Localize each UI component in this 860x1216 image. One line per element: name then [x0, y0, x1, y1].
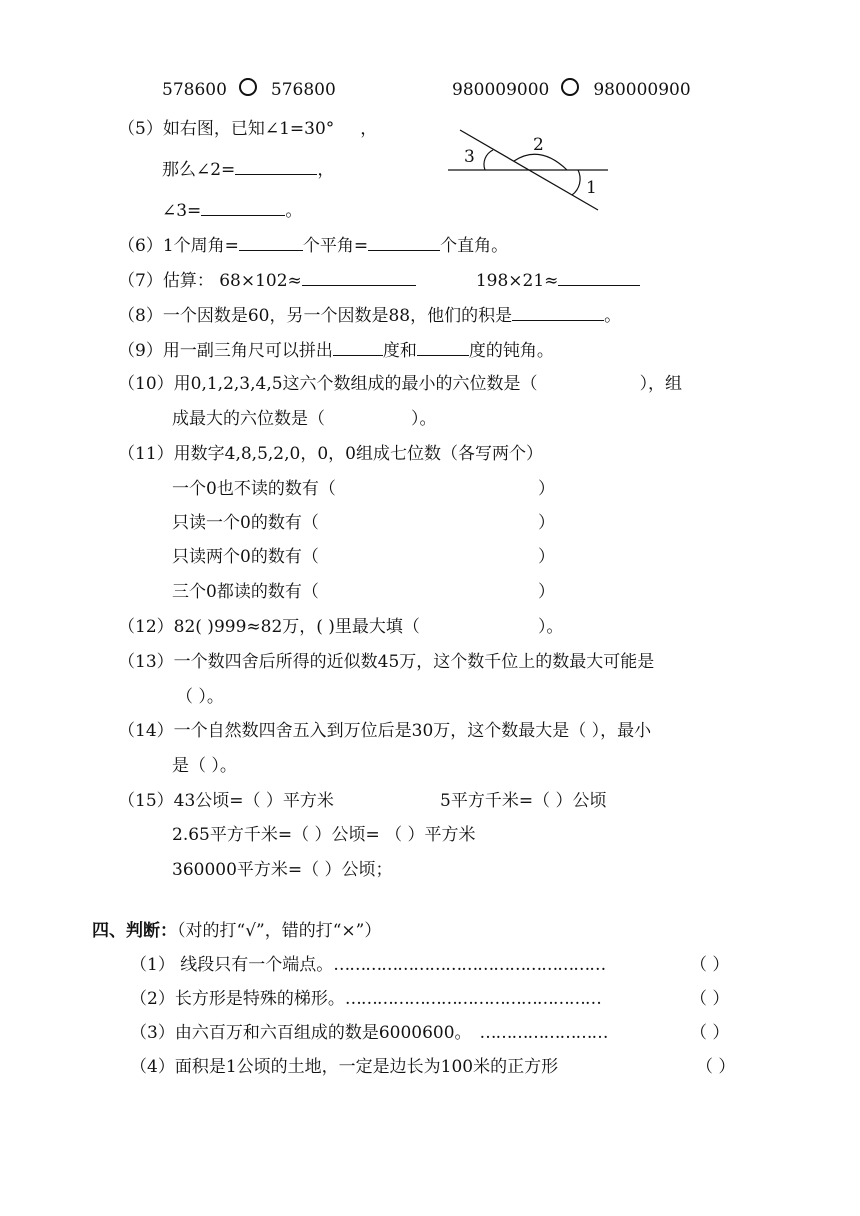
angle-diagram: [440, 120, 620, 220]
q15-item-1: 43公顷=（ ）平方米: [173, 791, 334, 811]
q7-blank-2[interactable]: [558, 269, 640, 286]
q11-text: 用数字4,8,5,2,0，0，0组成七位数（各写两个）: [173, 444, 543, 464]
q5-angle2-blank[interactable]: [235, 158, 317, 175]
q11-title: [118, 443, 543, 465]
compare-left-a: 578600: [162, 80, 227, 100]
q11-row: [172, 478, 555, 500]
q11-row-label: 只读两个0的数有（: [172, 547, 319, 567]
q5-angle3-period: 。: [285, 201, 303, 221]
q8-text: 一个因数是60，另一个因数是88，他们的积是: [162, 306, 513, 326]
q9: [118, 339, 554, 362]
q9-text-a: 用一副三角尺可以拼出: [162, 341, 333, 361]
angle-1-label: 1: [586, 178, 597, 198]
q15-line1: [118, 790, 607, 812]
q5-angle3-label: ∠3=: [162, 201, 202, 221]
q15-number: （15）: [118, 791, 174, 811]
q10-number: （10）: [118, 374, 174, 394]
q6-text-b: 个平角=: [302, 236, 369, 256]
q5-angle2-label: 那么∠2=: [162, 160, 236, 180]
q14-line2: [172, 755, 237, 777]
section-4-title: 四、判断：: [92, 921, 177, 941]
compare-left-b: 576800: [270, 80, 336, 100]
q10-text-c: 成最大的六位数是（: [172, 409, 325, 429]
judge-item: [130, 1056, 736, 1078]
angle-1-arc: [572, 170, 580, 195]
judge-item-number: （1）: [130, 955, 175, 975]
q14-number: （14）: [118, 721, 174, 741]
judge-item-number: （2）: [130, 989, 175, 1009]
q11-row-label: 一个0也不读的数有（: [172, 479, 336, 499]
q7: [118, 269, 640, 292]
q11-row-close: ）: [538, 513, 555, 533]
q14-text: 一个自然数四舍五入到万位后是30万，这个数最大是（ ），最小: [173, 721, 652, 741]
q7-number: （7）: [118, 271, 163, 291]
q11-number: （11）: [118, 444, 174, 464]
compare-row-right: [452, 78, 691, 101]
judge-item-text: 由六百万和六百组成的数是6000600。: [174, 1023, 472, 1043]
angle-3-label: 3: [464, 147, 475, 167]
q13-line2: [176, 686, 224, 708]
judge-item-number: （4）: [130, 1057, 175, 1077]
q9-blank-2[interactable]: [417, 339, 469, 356]
q6-text-a: 1个周角=: [162, 236, 239, 256]
q11-row-close: ）: [538, 582, 555, 602]
judge-item-dots: ……………………………………………: [333, 955, 606, 975]
q11-row: [172, 581, 555, 603]
judge-item: [130, 988, 730, 1010]
q14-line1: [118, 720, 651, 742]
judge-item: [130, 954, 730, 976]
q15-line2: [172, 824, 476, 846]
q6-blank-1[interactable]: [239, 234, 303, 251]
q12-text-a: 82( )999≈82万，( )里最大填（: [173, 617, 420, 637]
q10-text-a: 用0,1,2,3,4,5这六个数组成的最小的六位数是（: [173, 374, 538, 394]
q13-answer[interactable]: （ ）。: [176, 687, 224, 707]
angle-2-label: 2: [533, 135, 544, 155]
q15-item-4: 360000平方米=（ ）公顷；: [172, 860, 393, 880]
q13-number: （13）: [118, 652, 174, 672]
q5-comma: ，: [360, 119, 378, 139]
q11-row-label: 三个0都读的数有（: [172, 582, 319, 602]
q8-period: 。: [604, 306, 622, 326]
section-4-instruction: （对的打“√”，错的打“×”）: [177, 921, 382, 941]
q6-text-c: 个直角。: [440, 236, 509, 256]
q10-text-d: ）。: [411, 409, 437, 429]
q5-line1: [118, 118, 377, 140]
q15-item-3: 2.65平方千米=（ ）公顷= （ ）平方米: [172, 825, 476, 845]
q5-angle2-comma: ，: [317, 160, 335, 180]
angle-3-arc: [484, 150, 493, 170]
q12-text-b: ）。: [537, 617, 564, 637]
q6-number: （6）: [118, 236, 163, 256]
compare-circle-left[interactable]: [239, 78, 257, 96]
q12: [118, 616, 563, 638]
q6-blank-2[interactable]: [368, 234, 440, 251]
q7-text-a: 估算： 68×102≈: [162, 271, 302, 291]
q8: [118, 304, 621, 327]
judge-item: [130, 1022, 730, 1044]
judge-item-answer[interactable]: （ ）: [696, 1057, 736, 1077]
q10-line1: [118, 373, 682, 395]
q6: [118, 234, 508, 257]
judge-item-text: 长方形是特殊的梯形。: [174, 989, 345, 1009]
q11-row-close: ）: [538, 547, 555, 567]
q5-angle3-blank[interactable]: [201, 199, 285, 216]
q5-number: （5）: [118, 119, 163, 139]
judge-item-text: 面积是1公顷的土地，一定是边长为100米的正方形: [174, 1057, 559, 1077]
q5-line2: [162, 158, 334, 181]
judge-item-number: （3）: [130, 1023, 175, 1043]
q11-row-close: ）: [538, 479, 555, 499]
judge-item-dots: ……………………: [479, 1023, 608, 1043]
compare-circle-right[interactable]: [561, 78, 579, 96]
section-4-heading: [92, 920, 381, 942]
q15-line3: [172, 859, 393, 881]
q11-row: [172, 512, 555, 534]
q11-row: [172, 546, 555, 568]
q5-text: 如右图，已知∠1=30°: [162, 119, 335, 139]
judge-item-answer[interactable]: （ ）: [690, 989, 730, 1009]
compare-row-left: [162, 78, 336, 101]
compare-right-b: 980000900: [593, 80, 691, 100]
q9-blank-1[interactable]: [333, 339, 383, 356]
q13-text: 一个数四舍后所得的近似数45万，这个数千位上的数最大可能是: [173, 652, 655, 672]
q11-row-label: 只读一个0的数有（: [172, 513, 319, 533]
compare-right-a: 980009000: [452, 80, 550, 100]
q10-text-b: ），组: [639, 374, 683, 394]
q12-number: （12）: [118, 617, 174, 637]
q8-blank[interactable]: [512, 304, 604, 321]
q13-line1: [118, 651, 654, 673]
q9-number: （9）: [118, 341, 163, 361]
judge-item-text: 线段只有一个端点。: [174, 955, 334, 975]
q9-text-b: 度和: [382, 341, 417, 361]
judge-item-answer[interactable]: （ ）: [690, 1023, 730, 1043]
judge-item-answer[interactable]: （ ）: [690, 955, 730, 975]
q7-text-b: 198×21≈: [475, 271, 559, 291]
q15-item-2: 5平方千米=（ ）公顷: [440, 791, 607, 811]
angle-2-arc: [514, 154, 567, 170]
q10-line2: [172, 408, 437, 430]
q14-answer[interactable]: 是（ ）。: [172, 756, 237, 776]
q5-line3: [162, 199, 302, 222]
judge-item-dots: …………………………………………: [344, 989, 601, 1009]
q8-number: （8）: [118, 306, 163, 326]
q7-blank-1[interactable]: [302, 269, 416, 286]
q9-text-c: 度的钝角。: [468, 341, 554, 361]
